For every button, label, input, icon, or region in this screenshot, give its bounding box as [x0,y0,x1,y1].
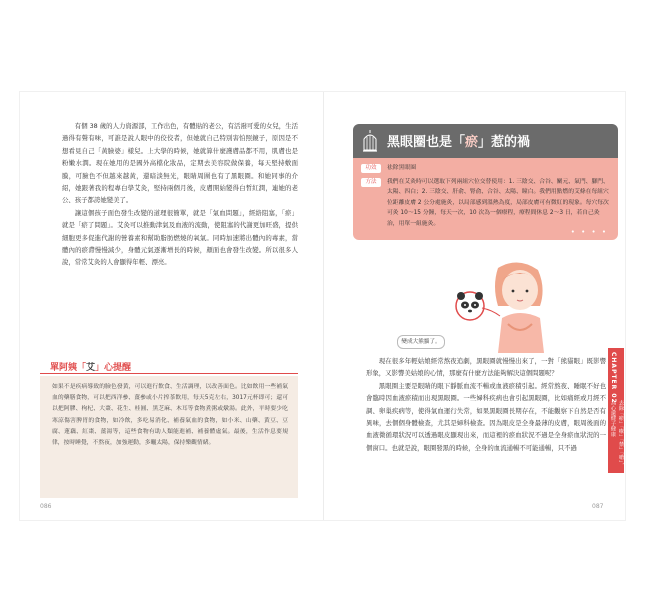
right-paragraph-2: 黑眼圈主要是眼睛的眼下靜脈血流不暢或血液瘀積引起。經常熬夜、睡眠不好也會臨時因血液瘀積而出現黑眼圈。一些婦科疾病也會引起黑眼圈，比如痛經或月經不調、卵巢疾病等，使得氣血運行失常，如果黑眼圈長期存在，不能觀察下自然是否有異味，去個個身體檢查，尤其是婦科檢查。因為眼皮是全身最薄的皮膚，眼周後面的血液微循環狀況可以透過眼皮顯現出來，而這裡的瘀血狀況不過是全身瘀血狀況的一個窗口。也就是說，眼圈發黑的時候，全身的血流通暢不可能通暢，只不過 [366,381,606,452]
tip-box-text: 如果不是疾病導致的臉色發黃，可以進行飲食、生活調理，以改善面色。比如飲用一些補氣血的藥膳食物，可以把西洋參、薑參或小片搾茶飲用，每天5克左右，3017元杯即可；還可以把阿膠、枸杞、大棗、花生、桂圓、黑芝麻、木耳等食物煮粥或燉湯。此外，平時要少吃寒涼傷害脾胃的食物，如冷飲，多吃易消化、補養氣血的食物，如小米、山藥、黃豆、豆腐、蓮藕、紅棗、薑湯等，這些食物有助人類能進補、補養體虛氣。最後，生活作息要規律，按時睡覺，不熬夜，加強運動，多曬太陽，保持樂觀情緒。 [52,384,288,447]
decorative-dots: • • • • [570,228,608,236]
tip-card [353,124,618,240]
left-body-text [62,120,298,269]
right-page-number: 087 [592,503,604,510]
method-tag: 方法 [361,178,381,187]
right-paragraph-1: 現在很多年輕姑娘經常熬夜追劇，黑眼圈就慢慢出來了，一對「熊貓眼」既影響形象，又影響美姑娘的心情，那麼有什麼方法能夠解決這個問題呢？ [366,357,606,378]
chapter-subtitle: 去除「瘀」「療」「禁」「嗆」，為心還健子健康 [610,400,624,468]
tip-box-rule [40,373,298,374]
method-text: 我們在艾灸時可以選取下列兩組穴位交替使用：1. 三陰交、合谷、關元、氣門、腳門、太陽、四白；2. 三陰交、肝俞、腎俞、合谷、太陽、瞳白。我們用點燃的艾條在每組穴位距離皮膚 2 公分處施灸，以局部感到溫熱為度，局部皮膚可有微紅的現象。每穴每次可灸 10～15 分鐘，每天一次，10 次為一個療程，療程間休息 2～3 日，若自己灸治，用單一組施灸。 [387,179,609,227]
girl-with-panda-eyes-illustration [448,258,568,353]
book-gutter [323,92,324,520]
left-page-number: 086 [40,503,52,510]
effect-tag: 功效 [361,164,381,173]
tip-card-title: 黑眼圈也是「瘀」惹的禍 [387,135,531,150]
tip-card-body [353,158,618,240]
effect-text: 祛除黑眼圈 [387,165,416,171]
tip-card-header [353,124,618,158]
illustration-caption: 變成大熊貓了。 [397,335,445,349]
chapter-label: CHAPTER 02 [610,352,617,404]
left-paragraph-1: 有個 38 歲的人力資源部，工作出色，有體貼的老公，有活潑可愛的女兒，生活過得有聲有味，可誰是說人眼中的佼佼者，但她就自己特別害怕照鏡子，原因是不想看見自己「黃臉婆」樣兒。上大學的時候，她就算什麼護膚品都不用，肌膚也是粉嫩水潤。現在她用的是國外高檔化妝品，定期去美容院做保養，每天堅持敷面膜，可臉色不但越來越黃，還暗淡無光，眼睛周圍也有了黑眼圈。和她同事的介紹，她跟著我的程專白學艾灸，堅持兩個月後，皮膚開始變得白皙紅潤，連她的老公、孩子都誇她變美了。 [62,122,298,205]
tip-box [40,363,298,498]
right-body-text [366,355,606,454]
tip-box-title: 單阿姨「艾」心提醒 [50,363,132,373]
lantern-icon [361,129,379,153]
left-paragraph-2: 讓這個孩子面色發生改變的道理很簡單，就是「氣血問題」，經絡阻塞，「瘀」就是「瘀了問題」。艾灸可以推動津氣及血液的流動，使阻塞的代謝更加旺盛，提供細胞更多促進代謝的營養素和幫助脂肪燃燒的氧氣。同時加速將出體內的毒素，當體內的瘀滯慢慢減少，身體元氣逐漸增長的時候，顏面也會發生改變。所以很多人說，常常艾灸的人會顯得年輕、漂亮。 [62,208,298,267]
